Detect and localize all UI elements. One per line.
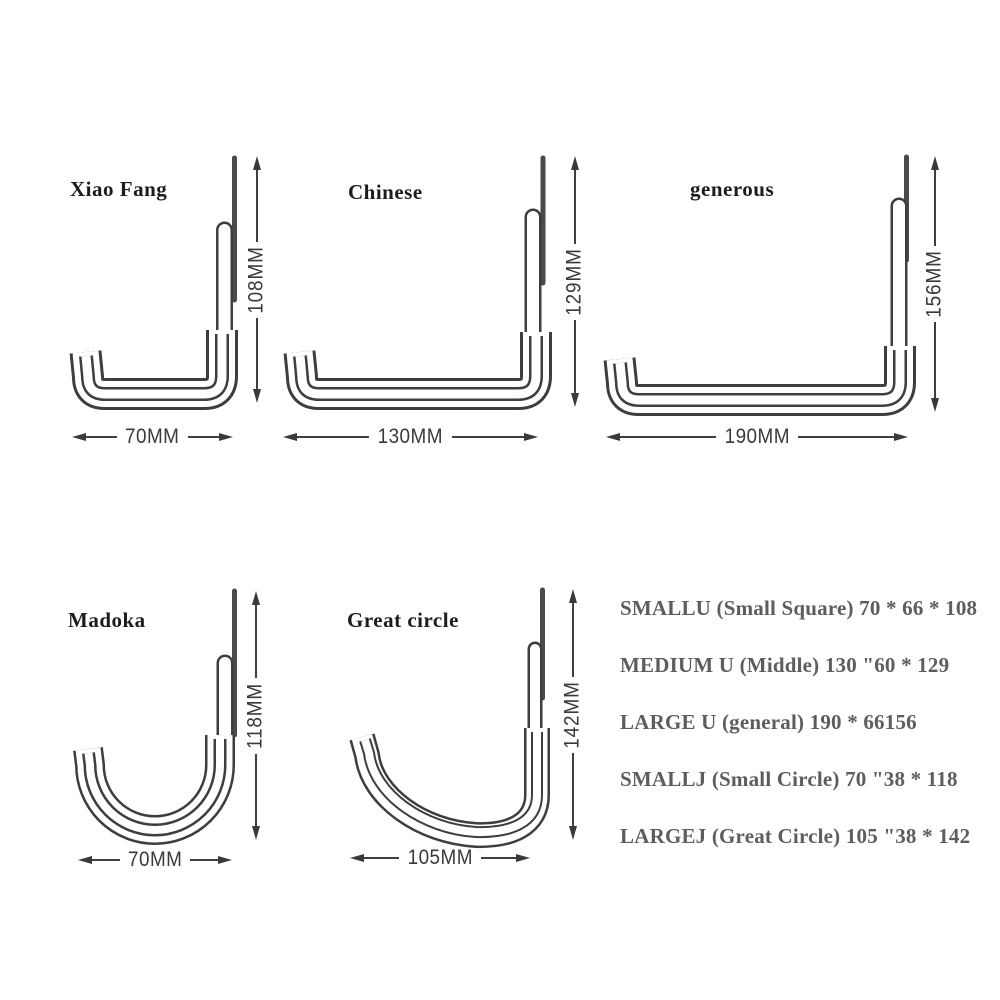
spec-list-item: SMALLU (Small Square) 70 * 66 * 108 <box>620 596 978 620</box>
arrowhead-right-icon <box>516 854 530 862</box>
spec-list-item: MEDIUM U (Middle) 130 "60 * 129 <box>620 653 950 677</box>
height-dimension-label: 108MM <box>245 245 268 314</box>
width-dimension-label: 70MM <box>125 425 180 448</box>
hook-title-small-u: Xiao Fang <box>70 177 168 201</box>
hook-title-large-u: generous <box>690 177 775 201</box>
spec-list-item: SMALLJ (Small Circle) 70 "38 * 118 <box>620 767 958 791</box>
arrowhead-down-icon <box>569 826 577 840</box>
height-dimension-medium-u <box>564 156 586 407</box>
width-dimension-label: 105MM <box>407 846 473 869</box>
spec-list-item: LARGE U (general) 190 * 66156 <box>620 710 917 734</box>
height-dimension-label: 156MM <box>923 250 946 318</box>
width-dimension-label: 190MM <box>724 425 790 448</box>
arrowhead-up-icon <box>253 156 261 170</box>
hook-title-large-j: Great circle <box>347 608 459 632</box>
hook-drawing-medium-u <box>280 150 555 415</box>
height-dimension-label: 118MM <box>244 682 267 749</box>
width-dimension-label: 130MM <box>377 425 444 448</box>
hook-title-small-j: Madoka <box>68 608 146 632</box>
height-dimension-label: 129MM <box>563 247 586 316</box>
arrowhead-left-icon <box>78 856 92 864</box>
width-dimension-small-u <box>72 427 233 447</box>
arrowhead-right-icon <box>219 433 233 441</box>
arrowhead-right-icon <box>524 433 538 441</box>
arrowhead-left-icon <box>350 854 364 862</box>
arrowhead-down-icon <box>252 826 260 840</box>
arrowhead-down-icon <box>571 393 579 407</box>
height-dimension-large-u <box>924 156 946 412</box>
arrowhead-up-icon <box>571 156 579 170</box>
spec-list-item: LARGEJ (Great Circle) 105 "38 * 142 <box>620 824 971 848</box>
arrowhead-right-icon <box>894 433 908 441</box>
arrowhead-right-icon <box>218 856 232 864</box>
width-dimension-large-j <box>350 848 530 868</box>
arrowhead-left-icon <box>72 433 86 441</box>
width-dimension-label: 70MM <box>127 848 183 871</box>
width-dimension-large-u <box>606 427 908 447</box>
height-dimension-small-u <box>246 156 268 403</box>
arrowhead-down-icon <box>931 398 939 412</box>
hook-drawing-large-u <box>600 150 950 420</box>
height-dimension-small-j <box>245 591 267 840</box>
height-dimension-large-j <box>562 589 584 840</box>
arrowhead-left-icon <box>283 433 297 441</box>
hook-title-medium-u: Chinese <box>348 180 423 204</box>
arrowhead-up-icon <box>569 589 577 603</box>
arrowhead-down-icon <box>253 389 261 403</box>
hook-drawing-large-j <box>340 585 560 850</box>
width-dimension-small-j <box>78 850 232 870</box>
height-dimension-label: 142MM <box>561 680 584 749</box>
arrowhead-up-icon <box>252 591 260 605</box>
size-spec-list <box>620 580 995 865</box>
width-dimension-medium-u <box>283 427 538 447</box>
arrowhead-up-icon <box>931 156 939 170</box>
hook-drawing-small-u <box>60 150 245 415</box>
arrowhead-left-icon <box>606 433 620 441</box>
hook-drawing-small-j <box>60 585 245 850</box>
